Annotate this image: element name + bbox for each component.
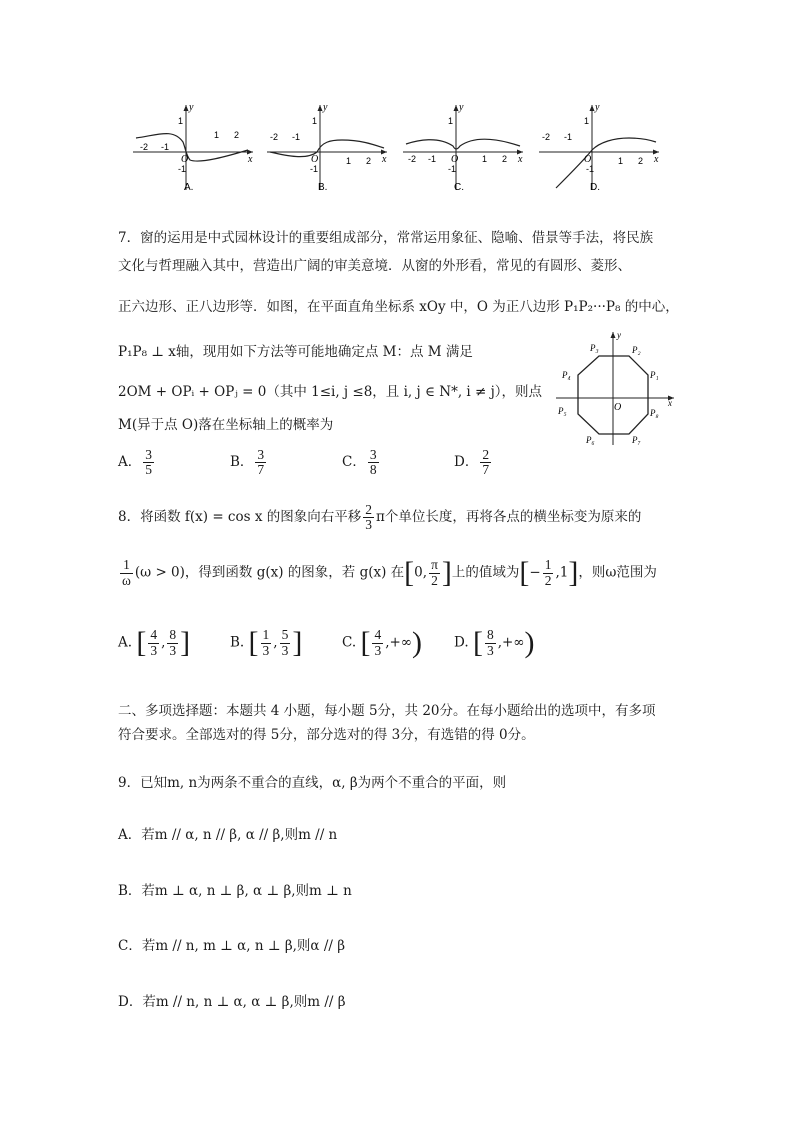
q9-option-a[interactable]: A．若m // α, n // β, α // β,则m // n <box>118 827 338 843</box>
q8-option-b[interactable]: B. [ $\frac{1}{3}$ , $\frac{5}{3}$ ] <box>230 626 303 659</box>
octagon-label-p2: P₂ <box>632 345 641 355</box>
svg-text:-1: -1 <box>448 164 457 174</box>
svg-text:O: O <box>181 154 189 165</box>
svg-text:x: x <box>248 154 253 165</box>
svg-text:-2: -2 <box>542 132 551 142</box>
svg-text:2: 2 <box>502 154 508 164</box>
svg-text:-2: -2 <box>270 132 279 142</box>
q7-option-b[interactable]: B． $\frac{3}{7}$ <box>230 447 265 478</box>
section2-heading-line-2: 符合要求。全部选对的得 5分，部分选对的得 3分，有选错的得 0分。 <box>118 727 535 743</box>
svg-text:y: y <box>595 102 600 113</box>
svg-text:x: x <box>382 154 387 165</box>
q9-stem: 9．已知m, n为两条不重合的直线，α, β为两个不重合的平面，则 <box>118 775 507 791</box>
svg-text:1: 1 <box>618 156 624 166</box>
svg-text:1: 1 <box>178 116 184 126</box>
svg-text:O: O <box>451 154 459 165</box>
svg-text:-1: -1 <box>178 164 187 174</box>
q7-line-1: 7．窗的运用是中式园林设计的重要组成部分，常常运用象征、隐喻、借景等手法，将民族 <box>118 230 654 246</box>
q7-line-4: P₁P₈ ⊥ x轴，现用如下方法等可能地确定点 M：点 M 满足 <box>118 344 473 360</box>
svg-text:1: 1 <box>214 130 220 140</box>
graph-label-b: B. <box>318 182 328 193</box>
octagon-label-p1: P₁ <box>650 370 659 380</box>
svg-text:x: x <box>518 154 523 165</box>
svg-text:1: 1 <box>346 156 352 166</box>
svg-text:-1: -1 <box>310 164 319 174</box>
svg-text:-2: -2 <box>408 154 417 164</box>
graph-label-d: D. <box>590 182 600 193</box>
q9-option-b[interactable]: B．若m ⊥ α, n ⊥ β, α ⊥ β,则m ⊥ n <box>118 883 352 899</box>
q7-line-6: M(异于点 O)落在坐标轴上的概率为 <box>118 417 334 433</box>
q8-option-c[interactable]: C. [ $\frac{4}{3}$ ,+∞) <box>342 626 423 659</box>
q8-option-a[interactable]: A. [ $\frac{4}{3}$ , $\frac{8}{3}$ ] <box>118 626 191 659</box>
q9-option-c[interactable]: C．若m // n, m ⊥ α, n ⊥ β,则α // β <box>118 938 346 954</box>
svg-text:1: 1 <box>448 116 454 126</box>
svg-text:y: y <box>189 102 194 113</box>
graph-option-b <box>262 100 392 195</box>
svg-text:y: y <box>323 102 328 113</box>
graph-label-c: C. <box>454 182 464 193</box>
section2-heading-line-1: 二、多项选择题：本题共 4 小题，每小题 5分，共 20分。在每小题给出的选项中，有多项 <box>118 703 656 719</box>
octagon-label-p3: P₃ <box>590 343 599 353</box>
q7-option-d[interactable]: D． $\frac{2}{7}$ <box>454 447 490 478</box>
q8-option-d[interactable]: D. [ $\frac{8}{3}$ ,+∞) <box>454 626 535 659</box>
svg-text:-1: -1 <box>586 164 595 174</box>
graph-option-a <box>128 100 258 195</box>
octagon-label-o: O <box>614 402 622 413</box>
q9-option-d[interactable]: D．若m // n, n ⊥ α, α ⊥ β,则m // β <box>118 994 346 1010</box>
graph-option-d <box>534 100 664 195</box>
svg-text:2: 2 <box>234 130 240 140</box>
octagon-figure <box>548 330 678 452</box>
q7-option-a[interactable]: A． $\frac{3}{5}$ <box>118 447 152 478</box>
svg-text:-1: -1 <box>564 132 573 142</box>
octagon-label-p8: P₈ <box>650 408 659 418</box>
svg-text:-2: -2 <box>140 142 149 152</box>
svg-text:1: 1 <box>312 116 318 126</box>
graph-label-a: A. <box>184 182 194 193</box>
octagon-label-p5: P₅ <box>558 406 567 416</box>
svg-text:2: 2 <box>638 156 644 166</box>
svg-text:1: 1 <box>584 116 590 126</box>
q8-line-2: $\frac{1}{\omega}$ (ω > 0)，得到函数 g(x) 的图象，若 g(x) 在[0, $\frac{\pi}{2}$ ]上的值域为[− $\frac{1}{2}$ ,1]，则ω范围为 <box>122 556 657 589</box>
octagon-label-p6: P₆ <box>586 435 595 445</box>
svg-text:1: 1 <box>482 154 488 164</box>
q7-option-c[interactable]: C． $\frac{3}{8}$ <box>342 447 377 478</box>
svg-text:O: O <box>311 154 319 165</box>
svg-text:-1: -1 <box>428 154 437 164</box>
q8-line-1: 8．将函数 f(x) = cos x 的图象向右平移 $\frac{2}{3}$ π个单位长度，再将各点的横坐标变为原来的 <box>118 502 642 533</box>
svg-text:-1: -1 <box>161 142 170 152</box>
svg-text:y: y <box>459 102 464 113</box>
svg-text:-1: -1 <box>292 132 301 142</box>
svg-text:x: x <box>654 154 659 165</box>
octagon-label-p7: P₇ <box>632 435 641 445</box>
svg-text:O: O <box>584 154 592 165</box>
graph-option-c <box>398 100 528 195</box>
q7-line-2: 文化与哲理融入其中，营造出广阔的审美意境．从窗的外形看，常见的有圆形、菱形、 <box>118 258 631 274</box>
octagon-label-p4: P₄ <box>562 370 571 380</box>
octagon-label-y: y <box>617 330 621 340</box>
svg-text:2: 2 <box>366 156 372 166</box>
q7-line-5: 2OM + OPᵢ + OPⱼ = 0（其中 1≤i, j ≤8，且 i, j ∈ N*, i ≠ j），则点 <box>118 384 543 400</box>
octagon-label-x: x <box>668 398 672 408</box>
q7-line-3: 正六边形、正八边形等．如图，在平面直角坐标系 xOy 中，O 为正八边形 P₁P₂···P₈ 的中心， <box>118 299 679 315</box>
